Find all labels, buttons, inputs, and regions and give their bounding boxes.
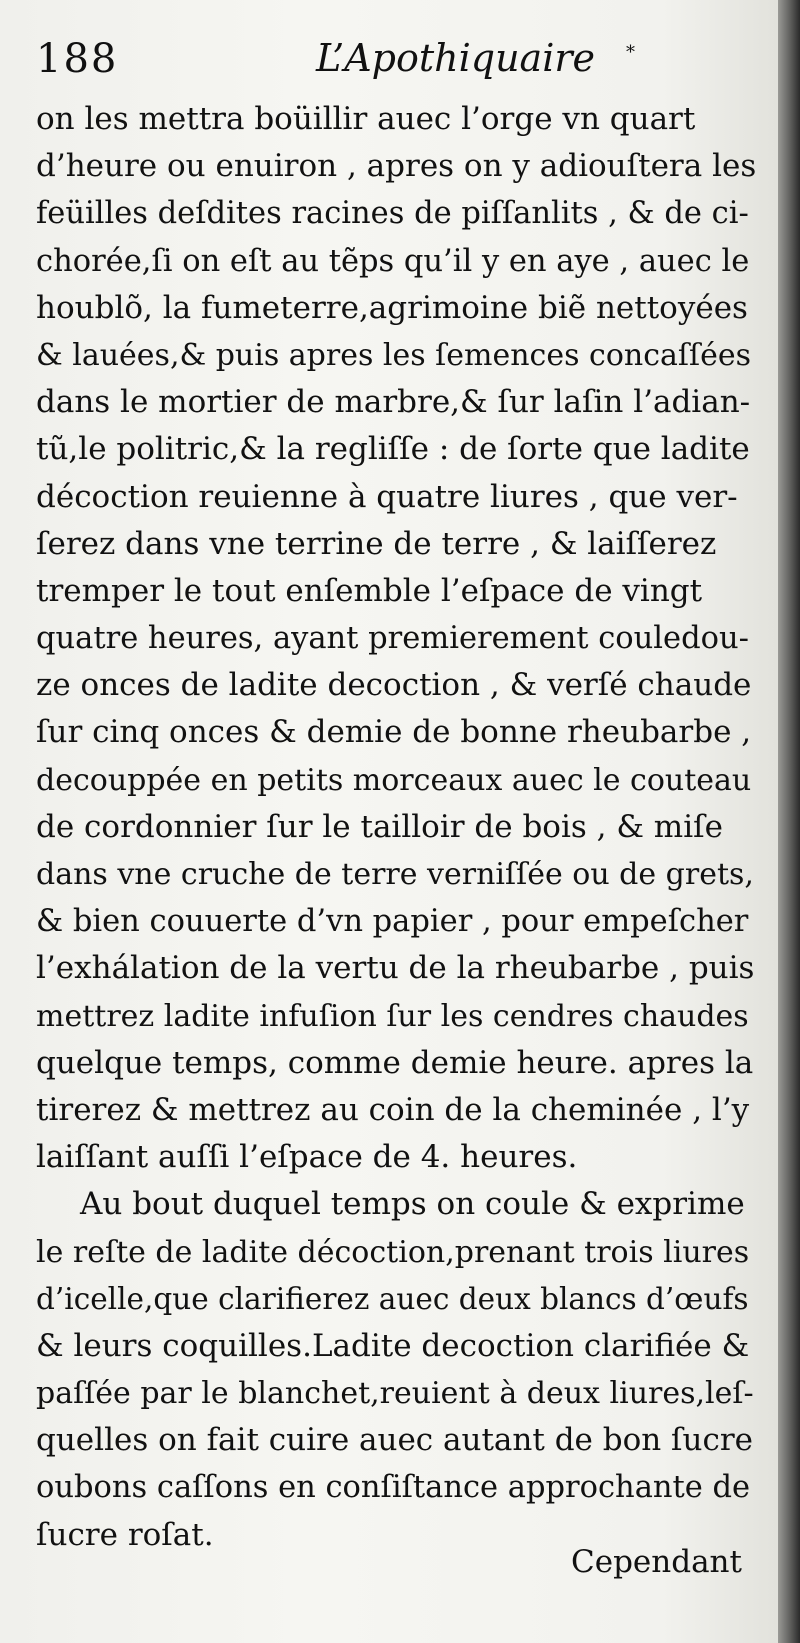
text-line: l’exhálation de la vertu de la rheubarbe , puis (36, 950, 755, 987)
paragraph-first-line: Au bout duquel temps on coule & exprime (80, 1186, 745, 1223)
text-line: & leurs coquilles.Ladite decoction clarifiée & (36, 1327, 750, 1364)
text-line: ſur cinq onces & demie de bonne rheubarbe , (36, 714, 752, 751)
text-line: dans vne cruche de terre verniſſée ou de grets, (36, 857, 754, 892)
page-edge-shadow (778, 0, 800, 1643)
text-line: houblõ, la fumeterre,agrimoine biẽ nettoyées (36, 289, 748, 326)
text-line: tũ,le politric,& la regliſſe : de ſorte que ladite (36, 431, 750, 468)
text-line: laiſſant auſſi l’eſpace de 4. heures. (36, 1139, 578, 1176)
text-line: dans le mortier de marbre,& ſur laſin l’adian- (36, 384, 751, 421)
text-line: quelque temps, comme demie heure. apres la (36, 1044, 754, 1081)
text-line: de cordonnier ſur le tailloir de bois , & miſe (36, 808, 723, 845)
page-number: 188 (36, 36, 119, 82)
text-line: ze onces de ladite decoction , & verſé chaude (36, 667, 752, 704)
text-line: tirerez & mettrez au coin de la cheminée , l’y (36, 1091, 750, 1128)
body-text (36, 96, 758, 1559)
text-line: ſucre roſat. (36, 1516, 214, 1553)
text-line: on les mettra boüillir auec l’orge vn quart (36, 101, 696, 137)
text-line: oubons caſſons en conſiſtance approchante de (36, 1470, 751, 1506)
text-line: d’heure ou enuiron , apres on y adiouſtera les (36, 148, 757, 185)
text-line: paſſée par le blanchet,reuient à deux liures,leſ- (36, 1376, 754, 1412)
text-line: décoction reuienne à quatre liures , que ver- (36, 478, 738, 515)
text-line: feüilles deſdites racines de piſſanlits , & de ci- (36, 196, 749, 232)
text-line: mettrez ladite infuſion ſur les cendres chaudes (36, 998, 749, 1034)
ornament-mark: * (626, 42, 635, 63)
text-line: le reſte de ladite décoction,prenant trois liures (36, 1234, 750, 1270)
catchword: Cependant (571, 1544, 742, 1580)
running-title: L’Apothiquaire (316, 36, 596, 80)
page-header (36, 36, 756, 96)
text-line: tremper le tout enſemble l’eſpace de vingt (36, 572, 703, 609)
text-line: decouppée en petits morceaux auec le couteau (36, 762, 752, 798)
text-line: chorée,ſi on eſt au tẽps qu’il y en aye , auec le (36, 243, 750, 279)
text-line: quelles on fait cuire auec autant de bon ſucre (36, 1422, 754, 1459)
text-line: quatre heures, ayant premierement couledou- (36, 621, 749, 657)
text-line: & bien couuerte d’vn papier , pour empeſcher (36, 904, 749, 940)
text-line: & lauées,& puis apres les ſemences concaſſées (36, 337, 752, 373)
text-line: d’icelle,que clarifierez auec deux blancs d’œufs (36, 1281, 749, 1316)
text-line: ſerez dans vne terrine de terre , & laiſſerez (36, 525, 717, 562)
